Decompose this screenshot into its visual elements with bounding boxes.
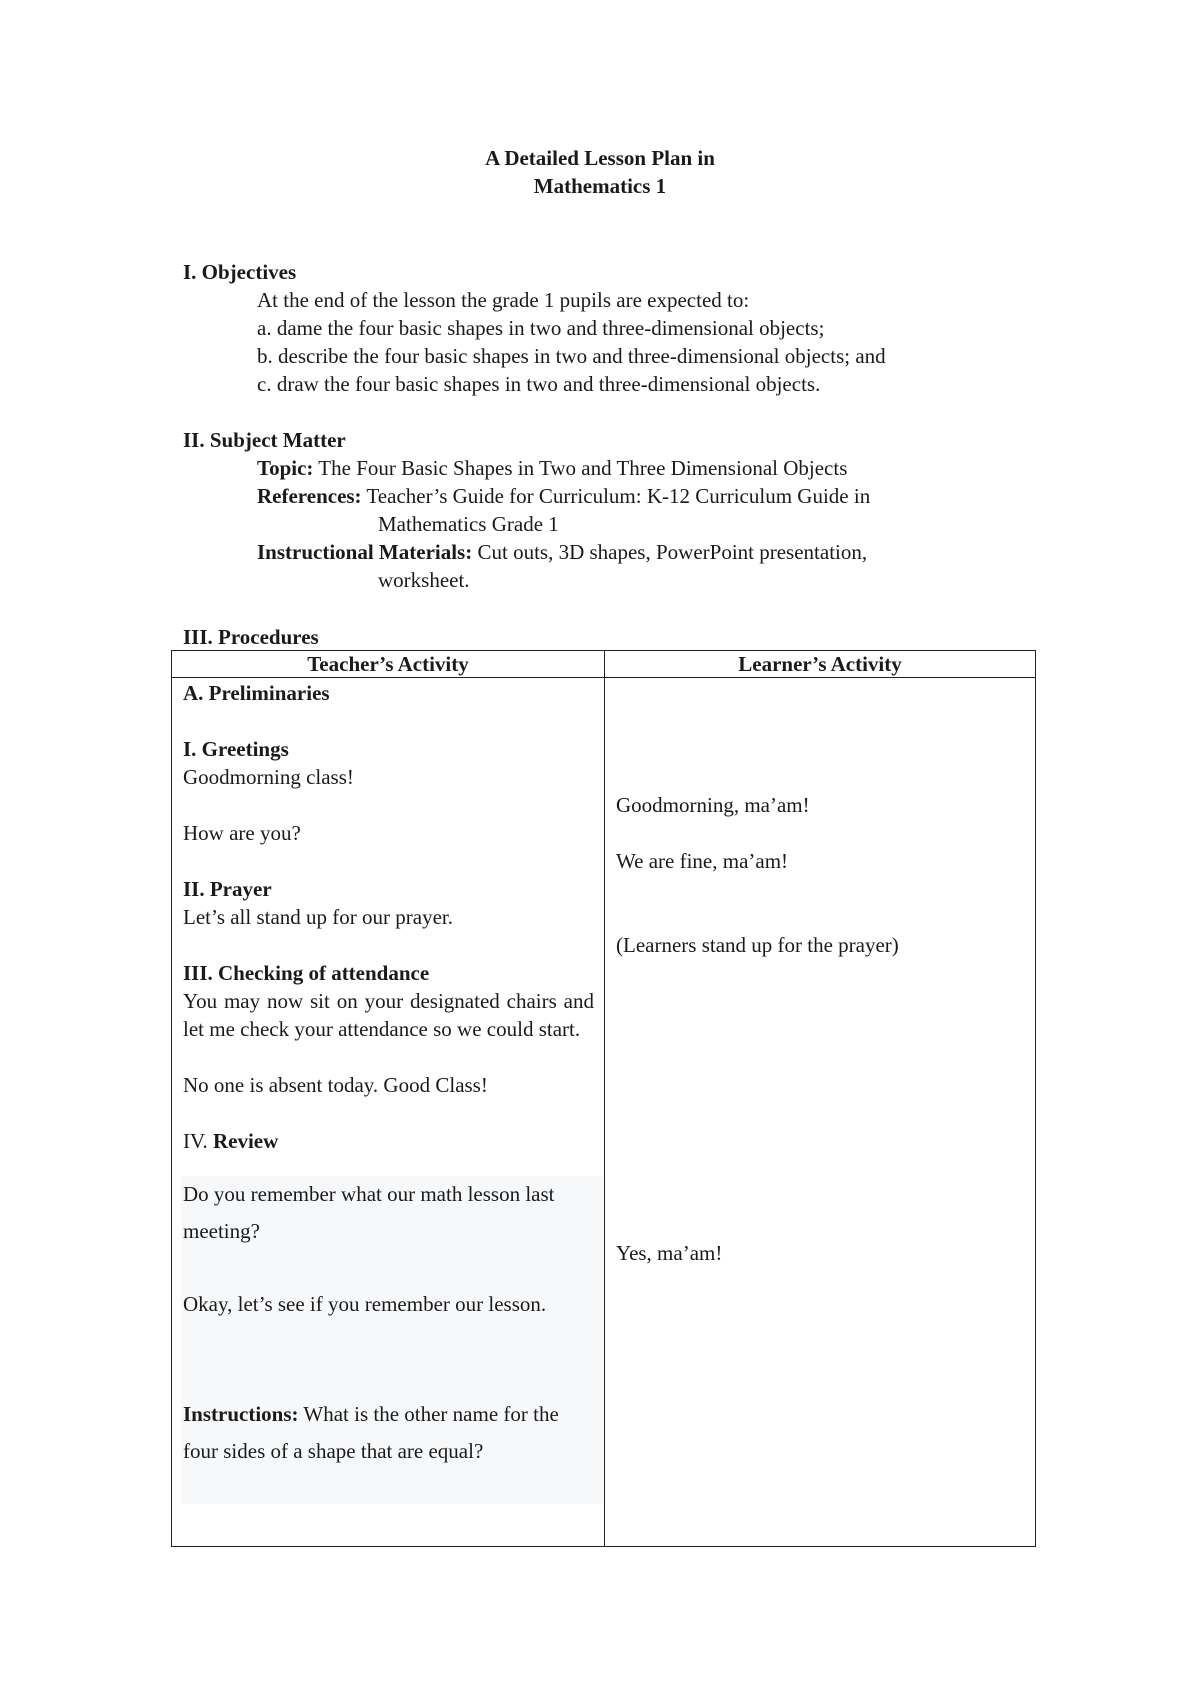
learner-answer: We are fine, ma’am! <box>616 849 789 873</box>
learner-activity-header: Learner’s Activity <box>605 651 1036 678</box>
references-label: References: <box>257 484 362 508</box>
objective-item: a. dame the four basic shapes in two and three-dimensional objects; <box>257 316 825 340</box>
document-title: A Detailed Lesson Plan in <box>485 146 715 170</box>
learner-review-answer: Yes, ma’am! <box>616 1241 723 1265</box>
review-label: Review <box>212 1129 279 1153</box>
references-line <box>257 483 870 510</box>
materials-label: Instructional Materials: <box>257 540 473 564</box>
learner-greeting: Goodmorning, ma’am! <box>616 793 810 817</box>
objective-item: b. describe the four basic shapes in two and three-dimensional objects; and <box>257 344 886 368</box>
teacher-activity-header: Teacher’s Activity <box>172 651 605 678</box>
materials-value-continued: worksheet. <box>378 568 470 592</box>
learner-activity-cell <box>605 678 1036 1547</box>
topic-value: The Four Basic Shapes in Two and Three Dimensional Objects <box>318 456 848 480</box>
prayer-heading: II. Prayer <box>183 877 272 901</box>
topic-line <box>257 455 847 482</box>
references-value-continued: Mathematics Grade 1 <box>378 512 559 536</box>
materials-value: Cut outs, 3D shapes, PowerPoint presentation, <box>477 540 868 564</box>
objectives-heading: I. Objectives <box>183 260 297 284</box>
teacher-attendance: You may now sit on your designated chairs and let me check your attendance so we could start. <box>183 989 594 1041</box>
review-number: IV. <box>183 1129 208 1153</box>
topic-label: Topic: <box>257 456 314 480</box>
document-subtitle: Mathematics 1 <box>533 174 667 198</box>
review-heading <box>183 1127 594 1155</box>
teacher-prayer: Let’s all stand up for our prayer. <box>183 905 454 929</box>
procedures-table <box>171 650 1036 1547</box>
teacher-question: How are you? <box>183 821 301 845</box>
teacher-review-prompt: Okay, let’s see if you remember our lesson. <box>183 1292 547 1316</box>
teacher-greeting: Goodmorning class! <box>183 765 354 789</box>
teacher-review-question: Do you remember what our math lesson last meeting? <box>183 1182 555 1243</box>
instructions-label: Instructions: <box>183 1402 299 1426</box>
references-value: Teacher’s Guide for Curriculum: K-12 Curriculum Guide in <box>366 484 871 508</box>
learner-prayer: (Learners stand up for the prayer) <box>616 933 899 957</box>
greetings-heading: I. Greetings <box>183 737 289 761</box>
teacher-attendance-result: No one is absent today. Good Class! <box>183 1073 488 1097</box>
procedures-heading: III. Procedures <box>183 625 319 649</box>
preliminaries-heading: A. Preliminaries <box>183 681 330 705</box>
teacher-activity-cell <box>172 678 605 1547</box>
objectives-intro: At the end of the lesson the grade 1 pupils are expected to: <box>257 288 750 312</box>
objective-item: c. draw the four basic shapes in two and three-dimensional objects. <box>257 372 821 396</box>
subject-matter-heading: II. Subject Matter <box>183 428 346 452</box>
materials-line <box>257 539 867 566</box>
instructions-text: What is the other name for the four sides of a shape that are equal? <box>183 1402 559 1463</box>
teacher-instructions <box>183 1396 583 1470</box>
attendance-heading: III. Checking of attendance <box>183 961 430 985</box>
